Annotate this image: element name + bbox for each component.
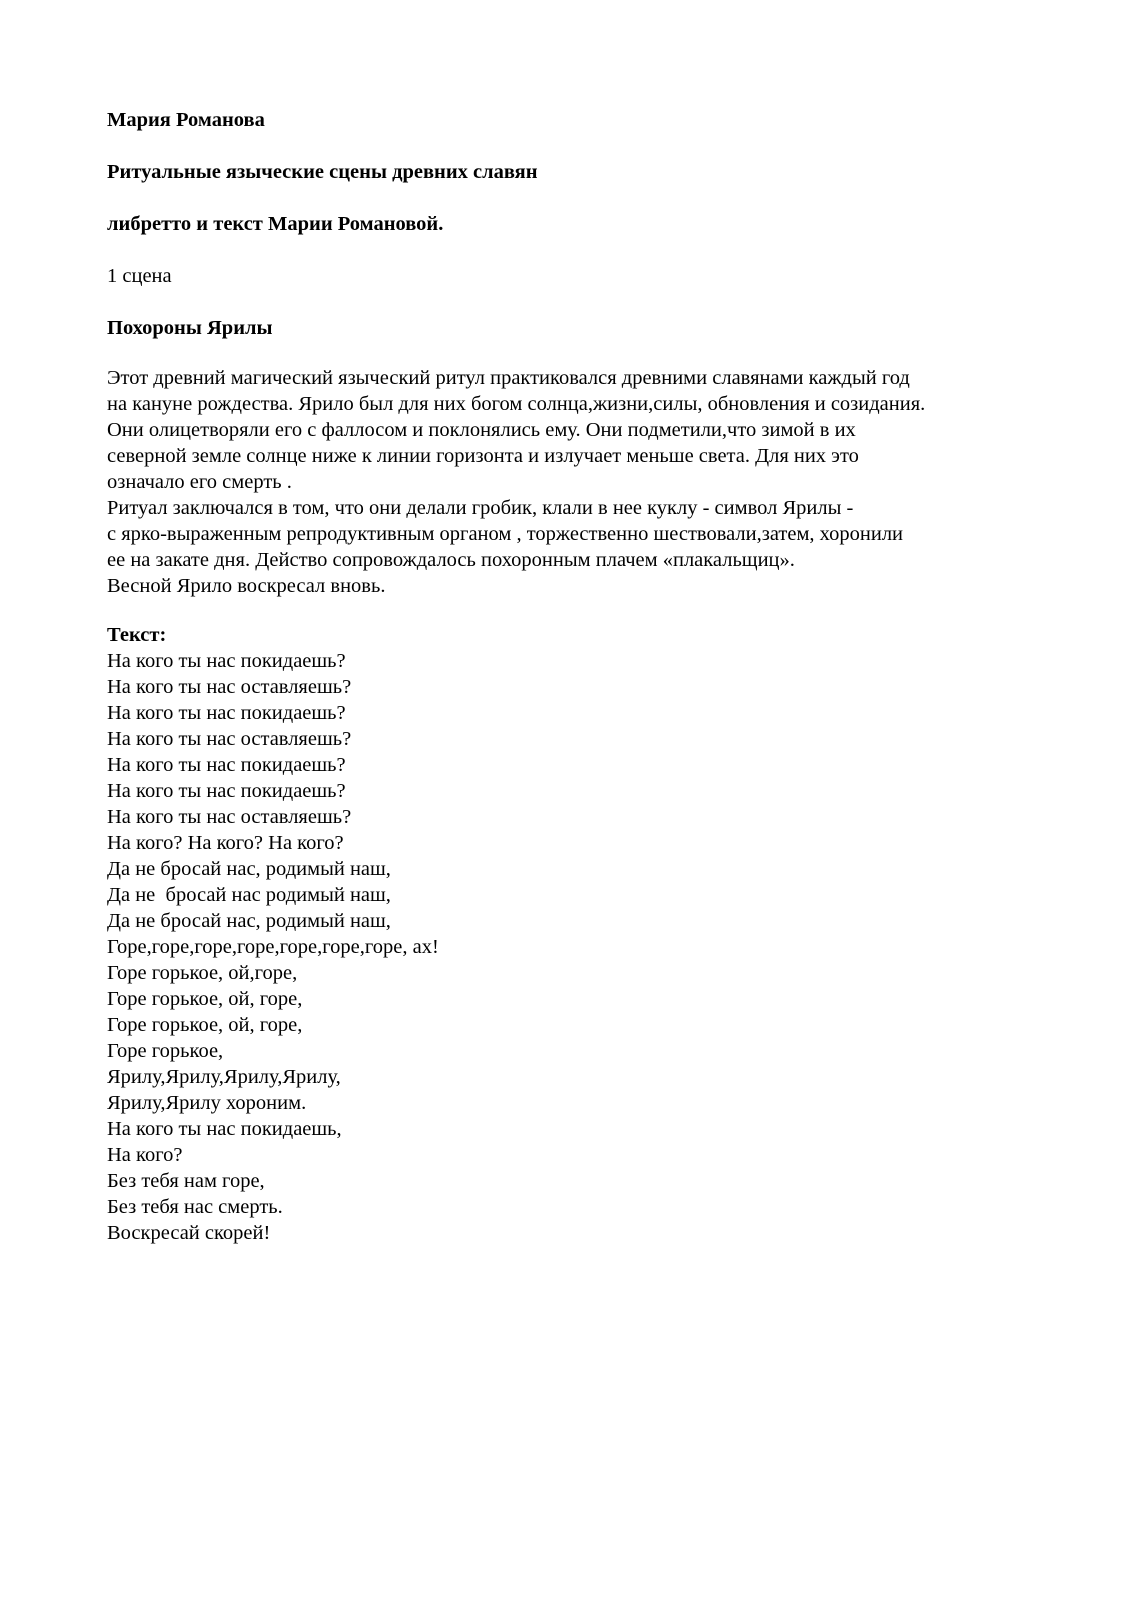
lyrics-line: Да не бросай нас, родимый наш,	[107, 910, 391, 932]
lyrics-line: На кого ты нас покидаешь,	[107, 1118, 342, 1140]
description-line: Весной Ярило воскресал вновь.	[107, 575, 386, 597]
document-title: Ритуальные языческие сцены древних славян	[107, 161, 538, 183]
description-line: на кануне рождества. Ярило был для них богом солнца,жизни,силы, обновления и созидания.	[107, 393, 926, 415]
lyrics-section	[107, 622, 439, 1246]
description-line: Они олицетворяли его с фаллосом и поклонялись ему. Они подметили,что зимой в их	[107, 419, 856, 441]
lyrics-line: Да не бросай нас, родимый наш,	[107, 858, 391, 880]
lyrics-line: Горе горькое, ой, горе,	[107, 1014, 303, 1036]
lyrics-line: Горе горькое, ой, горе,	[107, 988, 303, 1010]
lyrics-line: На кого ты нас оставляешь?	[107, 676, 352, 698]
description-line: с ярко-выраженным репродуктивным органом , торжественно шествовали,затем, хоронили	[107, 523, 904, 545]
lyrics-line: На кого ты нас покидаешь?	[107, 702, 346, 724]
lyrics-line: Ярилу,Ярилу,Ярилу,Ярилу,	[107, 1066, 341, 1088]
description-line: северной земле солнце ниже к линии горизонта и излучает меньше света. Для них это	[107, 445, 859, 467]
lyrics-line: На кого? На кого? На кого?	[107, 832, 344, 854]
description-line: Ритуал заключался в том, что они делали гробик, клали в нее куклу - символ Ярилы -	[107, 497, 854, 519]
lyrics-line: На кого ты нас покидаешь?	[107, 780, 346, 802]
lyrics-line: На кого ты нас оставляешь?	[107, 806, 352, 828]
description-line: означало его смерть .	[107, 471, 292, 493]
lyrics-heading: Текст:	[107, 624, 167, 646]
scene-number: 1 сцена	[107, 265, 172, 287]
lyrics-line: Ярилу,Ярилу хороним.	[107, 1092, 307, 1114]
lyrics-line: Без тебя нас смерть.	[107, 1196, 283, 1218]
lyrics-line: На кого?	[107, 1144, 183, 1166]
lyrics-line: На кого ты нас покидаешь?	[107, 754, 346, 776]
description-paragraph	[107, 365, 925, 599]
lyrics-line: Без тебя нам горе,	[107, 1170, 265, 1192]
lyrics-line: Горе,горе,горе,горе,горе,горе,горе, ах!	[107, 936, 439, 958]
libretto-credit: либретто и текст Марии Романовой.	[107, 213, 444, 235]
author-name: Мария Романова	[107, 109, 265, 131]
lyrics-line: Горе горькое,	[107, 1040, 224, 1062]
lyrics-line: На кого ты нас покидаешь?	[107, 650, 346, 672]
lyrics-line: Горе горькое, ой,горе,	[107, 962, 298, 984]
scene-title: Похороны Ярилы	[107, 317, 273, 339]
lyrics-line: Воскресай скорей!	[107, 1222, 271, 1244]
description-line: ее на закате дня. Действо сопровождалось похоронным плачем «плакальщиц».	[107, 549, 795, 571]
description-line: Этот древний магический языческий ритул практиковался древними славянами каждый год	[107, 367, 910, 389]
lyrics-line: Да не бросай нас родимый наш,	[107, 884, 391, 906]
lyrics-line: На кого ты нас оставляешь?	[107, 728, 352, 750]
